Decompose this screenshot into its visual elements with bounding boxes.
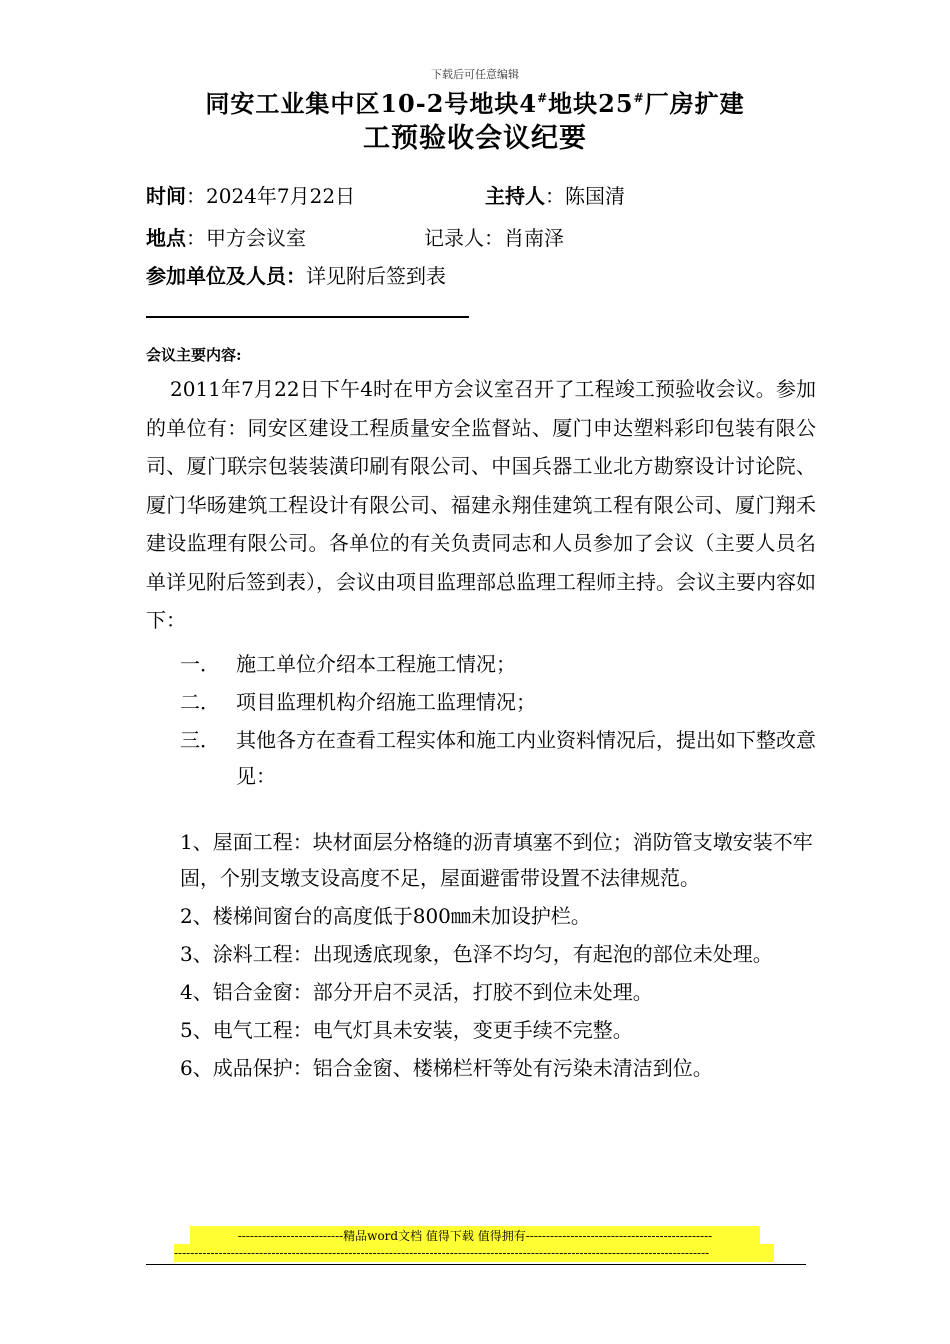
- issue-item: 5、电气工程：电气灯具未安装，变更手续不完整。: [180, 1018, 633, 1042]
- document-title-line2: 工预验收会议纪要: [363, 123, 587, 154]
- agenda-list: [146, 646, 816, 796]
- title-part-a: 同安工业集中区10-2号地块4: [205, 89, 538, 118]
- list-item: [146, 722, 816, 794]
- issue-item: 3、涂料工程：出现透底现象，色泽不均匀，有起泡的部位未处理。: [180, 942, 773, 966]
- issue-item: 1、屋面工程：块材面层分格缝的沥青填塞不到位；消防管支墩安装不牢固，个别支墩支设高度不足，屋面避雷带设置不法律规范。: [180, 830, 813, 890]
- attend-label: 参加单位及人员：: [146, 264, 306, 288]
- list-number: 一．: [180, 652, 220, 676]
- issue-item: 4、铝合金窗：部分开启不灵活，打胶不到位未处理。: [180, 980, 653, 1004]
- title-sup-2: #: [633, 91, 645, 105]
- issue-item: 2、楼梯间窗台的高度低于800㎜未加设护栏。: [180, 904, 591, 928]
- footer-banner: --------------------------精品word文档 值得下载 值得拥有----------------------------------------------: [190, 1226, 760, 1246]
- time-label: 时间: [146, 184, 186, 208]
- list-item: [146, 684, 816, 720]
- list-text: 项目监理机构介绍施工监理情况；: [236, 690, 536, 714]
- header-divider: [146, 316, 469, 318]
- section-title: 会议主要内容:: [146, 346, 242, 364]
- meeting-time: [146, 180, 355, 209]
- meeting-place: [146, 222, 306, 251]
- attend-value: 详见附后签到表: [306, 264, 446, 288]
- issue-item: 6、成品保护：铝合金窗、楼梯栏杆等处有污染未清洁到位。: [180, 1056, 713, 1080]
- rectification-issues: [180, 824, 816, 1088]
- list-text: 其他各方在查看工程实体和施工内业资料情况后，提出如下整改意见：: [236, 728, 816, 788]
- list-text: 施工单位介绍本工程施工情况；: [236, 652, 516, 676]
- header-note: 下载后可任意编辑: [431, 68, 519, 81]
- intro-paragraph: 2011年7月22日下午4时在甲方会议室召开了工程竣工预验收会议。参加的单位有：同安区建设工程质量安全监督站、厦门申达塑料彩印包装有限公司、厦门联宗包装装潢印刷有限公司、中国兵器工业北方勘察设计讨论院、厦门华旸建筑工程设计有限公司、福建永翔佳建筑工程有限公司、厦门翔禾建设监理有限公司。各单位的有关负责同志和人员参加了会议（主要人员名单详见附后签到表），会议由项目监理部总监理工程师主持。会议主要内容如下：: [146, 377, 816, 632]
- list-number: 三．: [180, 728, 220, 752]
- meeting-attendees: [146, 260, 446, 289]
- title-sup-1: #: [537, 91, 549, 105]
- place-value: ：甲方会议室: [186, 226, 306, 250]
- time-value: ：2024年7月22日: [186, 184, 356, 208]
- title-part-c: 厂房扩建: [644, 89, 745, 118]
- host-label: 主持人: [485, 184, 545, 208]
- document-title-line1: [0, 84, 950, 119]
- footer-divider: [146, 1264, 806, 1265]
- list-number: 二．: [180, 690, 220, 714]
- meeting-host: [485, 180, 625, 209]
- place-label: 地点: [146, 226, 186, 250]
- title-part-b: 地块25: [548, 89, 634, 118]
- meeting-recorder: 记录人：肖南泽: [424, 226, 564, 250]
- footer-dashes: ------------------------------------------------------------------------------------------------------------------------------------: [174, 1244, 774, 1262]
- host-value: ：陈国清: [545, 184, 625, 208]
- list-item: [146, 646, 816, 682]
